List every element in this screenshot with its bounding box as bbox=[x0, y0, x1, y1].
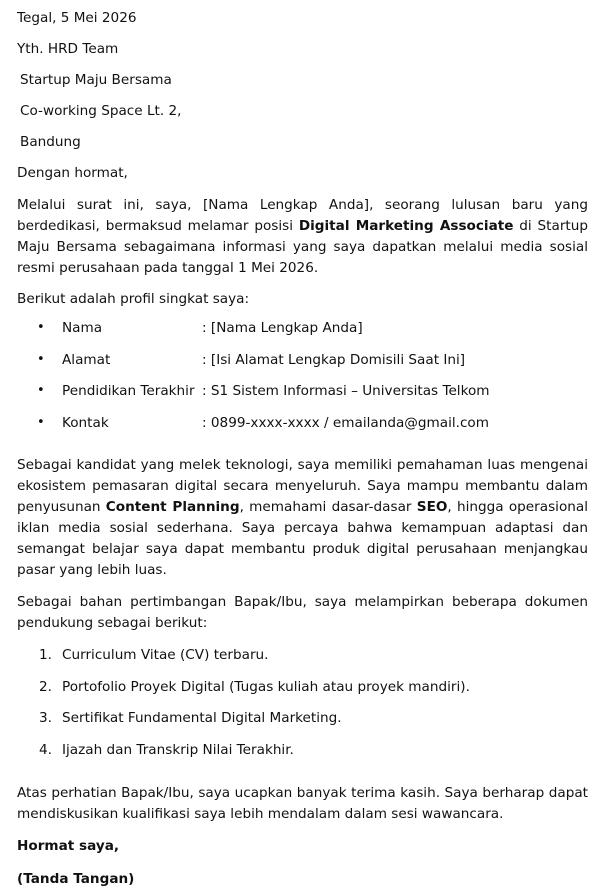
recipient-address: Co-working Space Lt. 2, bbox=[20, 103, 182, 119]
place-date: Tegal, 5 Mei 2026 bbox=[17, 10, 137, 26]
profile-list bbox=[17, 318, 588, 444]
intro-text-1: Melalui surat ini, saya, [Nama Lengkap Anda], seorang lulusan baru yang berdedikasi, bermaksud melamar posisi bbox=[17, 197, 588, 234]
bullet-icon: • bbox=[37, 383, 45, 398]
profile-value: : [Nama Lengkap Anda] bbox=[202, 320, 363, 336]
attachments-intro: Sebagai bahan pertimbangan Bapak/Ibu, saya melampirkan beberapa dokumen pendukung sebagai berikut: bbox=[17, 594, 588, 631]
bullet-icon: • bbox=[37, 414, 45, 430]
greeting: Dengan hormat, bbox=[17, 165, 128, 181]
profile-item-nama bbox=[17, 318, 588, 350]
bullet-icon: • bbox=[37, 320, 45, 335]
attachment-item bbox=[17, 740, 588, 772]
closing-paragraph: Atas perhatian Bapak/Ibu, saya ucapkan banyak terima kasih. Saya berharap dapat mendiskusikan kualifikasi saya lebih mendalam dalam sesi wawancara. bbox=[17, 785, 588, 822]
attachment-number: 2. bbox=[39, 678, 52, 695]
profile-label: Nama bbox=[62, 320, 103, 336]
attachment-item bbox=[17, 645, 588, 677]
skills-text-1: Sebagai kandidat yang melek teknologi, saya memiliki pemahaman luas mengenai ekosistem pemasaran digital secara menyeluruh. Saya mampu membantu dalam penyusunan bbox=[17, 457, 588, 515]
skills-text-2: , memahami dasar-dasar bbox=[239, 499, 417, 515]
profile-label: Pendidikan Terakhir bbox=[62, 383, 195, 399]
recipient-company: Startup Maju Bersama bbox=[20, 72, 172, 88]
attachment-number: 3. bbox=[39, 710, 52, 726]
profile-item-kontak bbox=[17, 413, 588, 445]
attachment-text: Portofolio Proyek Digital (Tugas kuliah atau proyek mandiri). bbox=[62, 678, 470, 695]
attachment-text: Curriculum Vitae (CV) terbaru. bbox=[62, 647, 269, 663]
profile-item-pendidikan bbox=[17, 381, 588, 413]
skills-paragraph bbox=[17, 455, 588, 581]
profile-item-alamat bbox=[17, 350, 588, 382]
profile-intro: Berikut adalah profil singkat saya: bbox=[17, 291, 250, 307]
attachment-text: Ijazah dan Transkrip Nilai Terakhir. bbox=[62, 741, 294, 758]
profile-value: : S1 Sistem Informasi – Universitas Telkom bbox=[202, 383, 490, 399]
recipient-to: Yth. HRD Team bbox=[17, 41, 119, 57]
skill-content-planning: Content Planning bbox=[105, 499, 240, 515]
profile-label: Alamat bbox=[62, 351, 111, 368]
profile-label: Kontak bbox=[62, 414, 109, 431]
skills-text-3: , hingga operasional iklan media sosial sederhana. Saya percaya bahwa kemampuan adaptasi dan semangat belajar saya dapat membantu produk digital perusahaan menjangkau pasar yang lebih luas. bbox=[17, 499, 588, 578]
intro-text-2: di Startup Maju Bersama sebagaimana informasi yang saya dapatkan melalui media sosial resmi perusahaan pada tanggal 1 Mei 2026. bbox=[17, 218, 588, 276]
attachment-number: 4. bbox=[39, 741, 52, 758]
attachment-number: 1. bbox=[39, 647, 52, 663]
skill-seo: SEO bbox=[416, 499, 448, 515]
bullet-icon: • bbox=[37, 351, 45, 367]
intro-paragraph bbox=[17, 195, 588, 279]
signature-placeholder: (Tanda Tangan) bbox=[17, 871, 135, 887]
attachments-list bbox=[17, 645, 588, 771]
profile-value: : 0899-xxxx-xxxx / emailanda@gmail.com bbox=[202, 414, 489, 431]
position-title: Digital Marketing Associate bbox=[298, 218, 514, 234]
sign-off: Hormat saya, bbox=[17, 838, 120, 854]
recipient-city: Bandung bbox=[20, 134, 81, 150]
attachment-text: Sertifikat Fundamental Digital Marketing. bbox=[62, 710, 342, 726]
profile-value: : [Isi Alamat Lengkap Domisili Saat Ini] bbox=[202, 351, 466, 368]
attachment-item bbox=[17, 677, 588, 709]
attachment-item bbox=[17, 708, 588, 740]
